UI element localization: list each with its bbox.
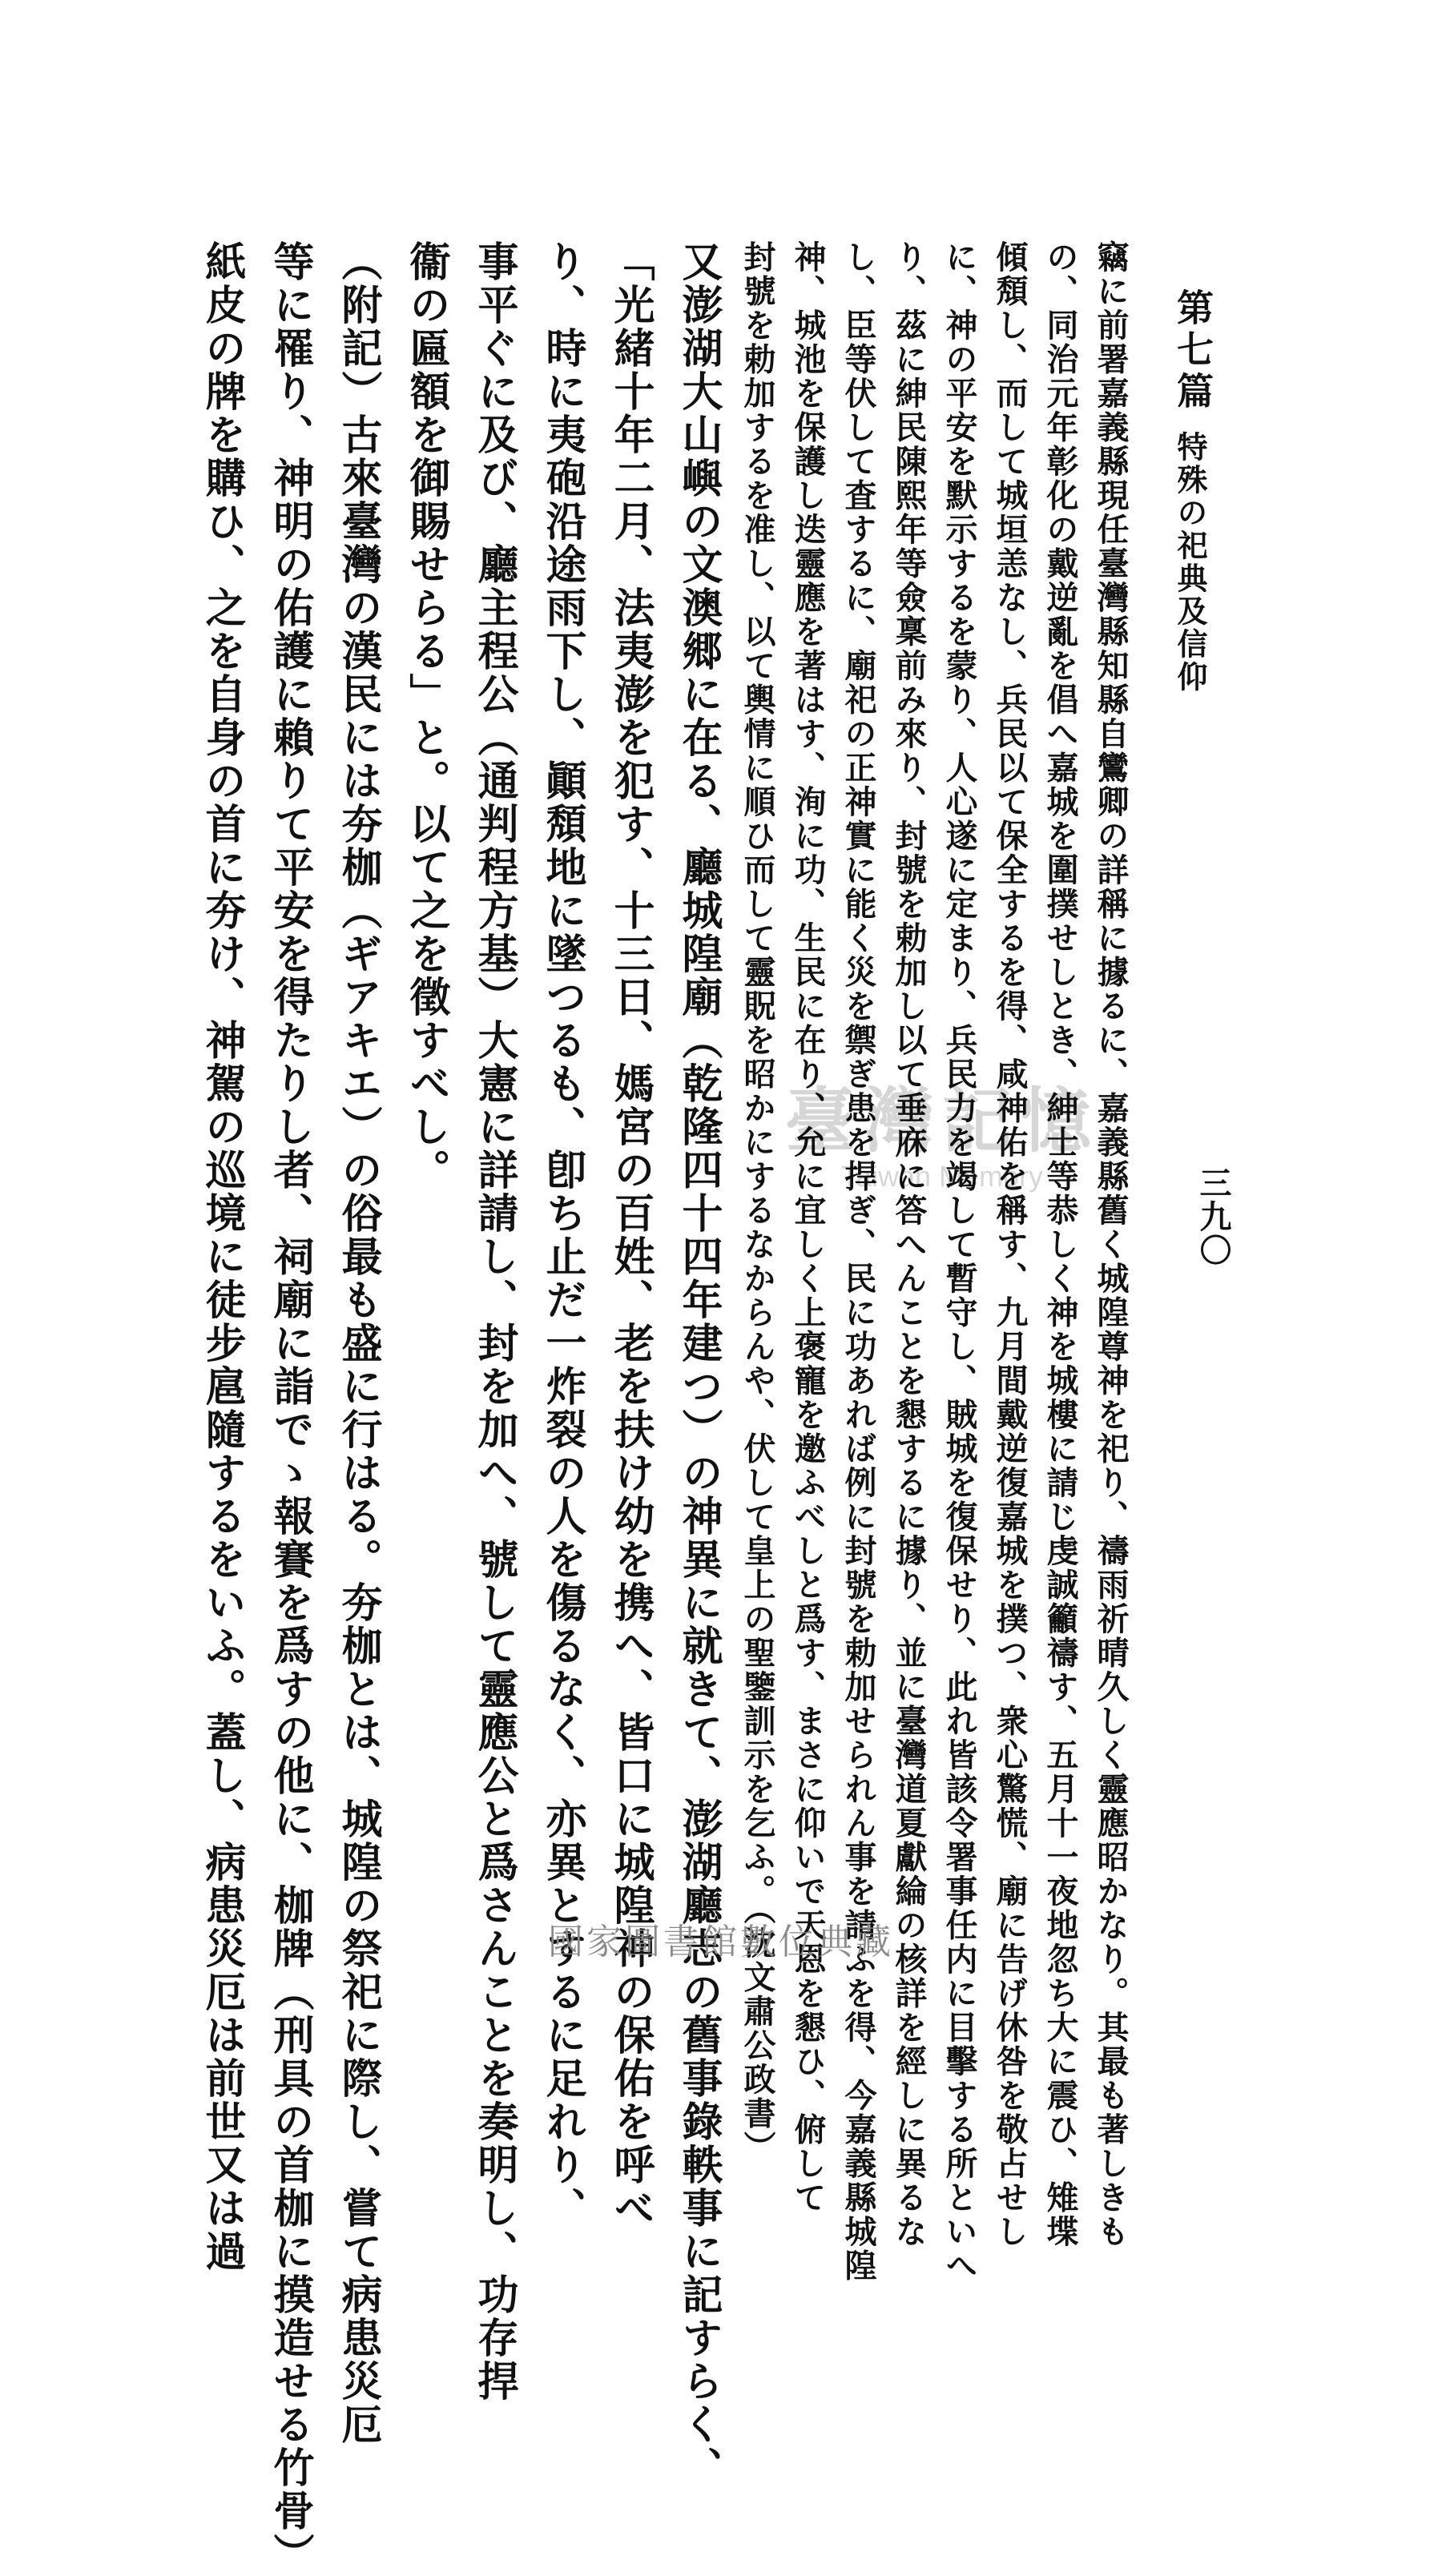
text-column: 「光緒十年二月、法夷澎を犯す、十三日、媽宮の百姓、老を扶け幼を携へ、皆口に城隍神の保佑を呼べ	[606, 240, 655, 2230]
page-number: 三九〇	[1194, 1166, 1232, 1267]
text-column: 傾頽し、而して城垣恙なし、兵民以て保全するを得、咸神佑を稱す、九月間戴逆復嘉城を撲つ、衆心驚慌、廟に告げ休咎を敬占せし	[991, 240, 1029, 2249]
watermark-logo-text: 臺灣記憶	[785, 1079, 1100, 1162]
text-column: 紙皮の牌を購ひ、之を自身の首に夯け、神駕の巡境に徒步扈隨するをいふ。蓋し、病患災厄は前世又は過	[198, 240, 246, 2273]
running-title: 特殊の祀典及信仰	[1172, 431, 1208, 694]
text-column: （附記）古來臺灣の漢民には夯枷（ギアキエ）の俗最も盛に行はる。夯枷とは、城隍の祭祀に際し、嘗て病患災厄	[334, 240, 382, 2446]
text-column: り、時に夷砲沿途雨下し、顚頽地に墜つるも、卽ち止だ一炸裂の人を傷るなく、亦異とするに足れり、	[538, 240, 586, 2230]
text-column: 衞の匾額を御賜せらる」と。以て之を徵すべし。	[402, 240, 450, 1192]
watermark-subtitle: Taiwan Memory	[840, 1160, 1044, 1193]
text-column: に、神の平安を默示するを蒙り、人心遂に定まり、兵民力を竭して暫守し、賊城を復保せり、此れ皆該令署事任内に目擊する所といへ	[941, 240, 978, 2283]
chapter-heading: 第七篇	[1171, 288, 1214, 413]
text-column: 神、城池を保護し迭靈應を著はす、洵に功、生民に在り、允に宜しく上褒寵を邀ふべしと爲す、まさに仰いで天恩を懇ひ、俯して	[789, 240, 827, 2215]
text-column: 事平ぐに及び、廳主程公（通判程方基）大憲に詳請し、封を加へ、號して靈應公と爲さんことを奏明し、功存捍	[470, 240, 518, 2403]
text-column: の、同治元年彰化の戴逆亂を倡へ嘉城を圍撲せしとき、紳士等恭しく神を城樓に請じ虔誠籲禱す、五月十一夜地忽ち大に震ひ、雉堞	[1041, 240, 1079, 2249]
text-column: り、茲に紳民陳熙年等僉稟前み來り、封號を勅加し以て垂庥に答へんことを懇するに據り、並に臺灣道夏獻綸の核詳を經しに異るな	[890, 240, 928, 2249]
text-column: 封號を勅加するを准し、以て輿情に順ひ而して靈貺を昭かにするなからんや、伏して皇上の聖鑒訓示を乞ふ。（沈文肅公政書）	[739, 240, 776, 2165]
text-column: 竊に前署嘉義縣現任臺灣縣知縣自鸞卿の詳稱に據るに、嘉義縣舊く城隍尊神を祀り、禱雨祈晴久しく靈應昭かなり。其最も著しきも	[1092, 240, 1130, 2249]
text-column: 等に罹り、神明の佑護に賴りて平安を得たりし者、祠廟に詣でゝ報賽を爲すの他に、枷牌（刑具の首枷に摸造せる竹骨）	[266, 240, 314, 2576]
text-column: 又澎湖大山嶼の文澳郷に在る、廳城隍廟（乾隆四十四年建つ）の神異に就きて、澎湖廳志の舊事錄軼事に記すらく、	[675, 240, 723, 2489]
text-column: し、臣等伏して査するに、廟祀の正神實に能く災を禦ぎ患を捍ぎ、民に功あれば例に封號を勅加せられん事を請ふを得、今嘉義縣城隍	[840, 240, 877, 2283]
archive-footer: 國家圖書館數位典藏	[548, 1922, 894, 1962]
